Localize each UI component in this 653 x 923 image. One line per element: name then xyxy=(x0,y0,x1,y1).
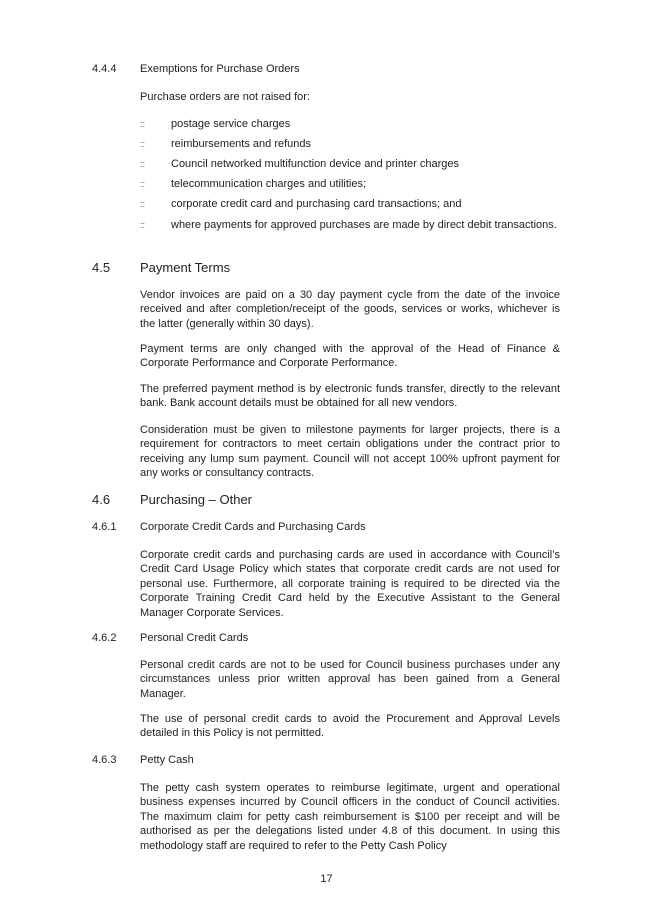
bullet-marker: :: xyxy=(140,119,146,129)
paragraph: The preferred payment method is by electronic funds transfer, directly to the relevant bank. Bank account details must be obtained for all new vendors. xyxy=(140,383,560,410)
section-title: Petty Cash xyxy=(140,754,194,766)
paragraph: Vendor invoices are paid on a 30 day payment cycle from the date of the invoice received and after completion/receipt of the goods, services or works, whichever is the latter (generally within 30 days). xyxy=(140,289,560,330)
list-item: :: where payments for approved purchases are made by direct debit transactions. xyxy=(140,219,557,231)
bullet-marker: :: xyxy=(140,199,146,209)
bullet-marker: :: xyxy=(140,220,146,230)
paragraph: Purchase orders are not raised for: xyxy=(140,91,310,103)
section-title: Corporate Credit Cards and Purchasing Cards xyxy=(140,521,366,533)
list-item: :: postage service charges xyxy=(140,118,291,130)
section-number: 4.6.3 xyxy=(92,754,117,766)
section-title: Purchasing – Other xyxy=(140,492,253,507)
paragraph: Payment terms are only changed with the approval of the Head of Finance & Corporate Performance and Corporate Performance. xyxy=(140,343,560,370)
section-number: 4.6.1 xyxy=(92,521,117,533)
list-item: :: telecommunication charges and utilities; xyxy=(140,178,367,190)
bullet-marker: :: xyxy=(140,139,146,149)
section-title: Personal Credit Cards xyxy=(140,632,249,644)
bullet-marker: :: xyxy=(140,179,146,189)
paragraph: Personal credit cards are not to be used for Council business purchases under any circumstances unless prior written approval has been gained from a General Manager. xyxy=(140,659,560,700)
page-number: 17 xyxy=(320,873,333,885)
section-title: Payment Terms xyxy=(140,260,231,275)
paragraph: The use of personal credit cards to avoid the Procurement and Approval Levels detailed in this Policy is not permitted. xyxy=(140,713,560,740)
paragraph: Consideration must be given to milestone payments for larger projects, there is a requirement for contractors to meet certain obligations under the contract prior to receiving any lump sum payment. Council will not accept 100% upfront payment for any works or consultancy contracts. xyxy=(140,424,560,480)
list-item: :: Council networked multifunction device and printer charges xyxy=(140,158,459,170)
list-item: :: reimbursements and refunds xyxy=(140,138,312,150)
paragraph: Corporate credit cards and purchasing cards are used in accordance with Council’s Credit Card Usage Policy which states that corporate credit cards are not used for personal use. Furthermore, all corporate training is required to be directed via the Corporate Training Credit Card held by the Executive Assistant to the General Manager Corporate Services. xyxy=(140,549,560,619)
section-number: 4.4.4 xyxy=(92,63,117,75)
bullet-marker: :: xyxy=(140,159,146,169)
list-item: :: corporate credit card and purchasing card transactions; and xyxy=(140,198,462,210)
section-title: Exemptions for Purchase Orders xyxy=(140,63,300,75)
section-number: 4.5 xyxy=(92,260,111,275)
section-number: 4.6 xyxy=(92,492,111,507)
section-number: 4.6.2 xyxy=(92,632,117,644)
paragraph: The petty cash system operates to reimburse legitimate, urgent and operational business expenses incurred by Council officers in the conduct of Council activities. The maximum claim for petty cash reimbursement is $100 per receipt and will be authorised as per the delegations listed under 4.8 of this document. In using this methodology staff are required to refer to the Petty Cash Policy xyxy=(140,782,560,852)
